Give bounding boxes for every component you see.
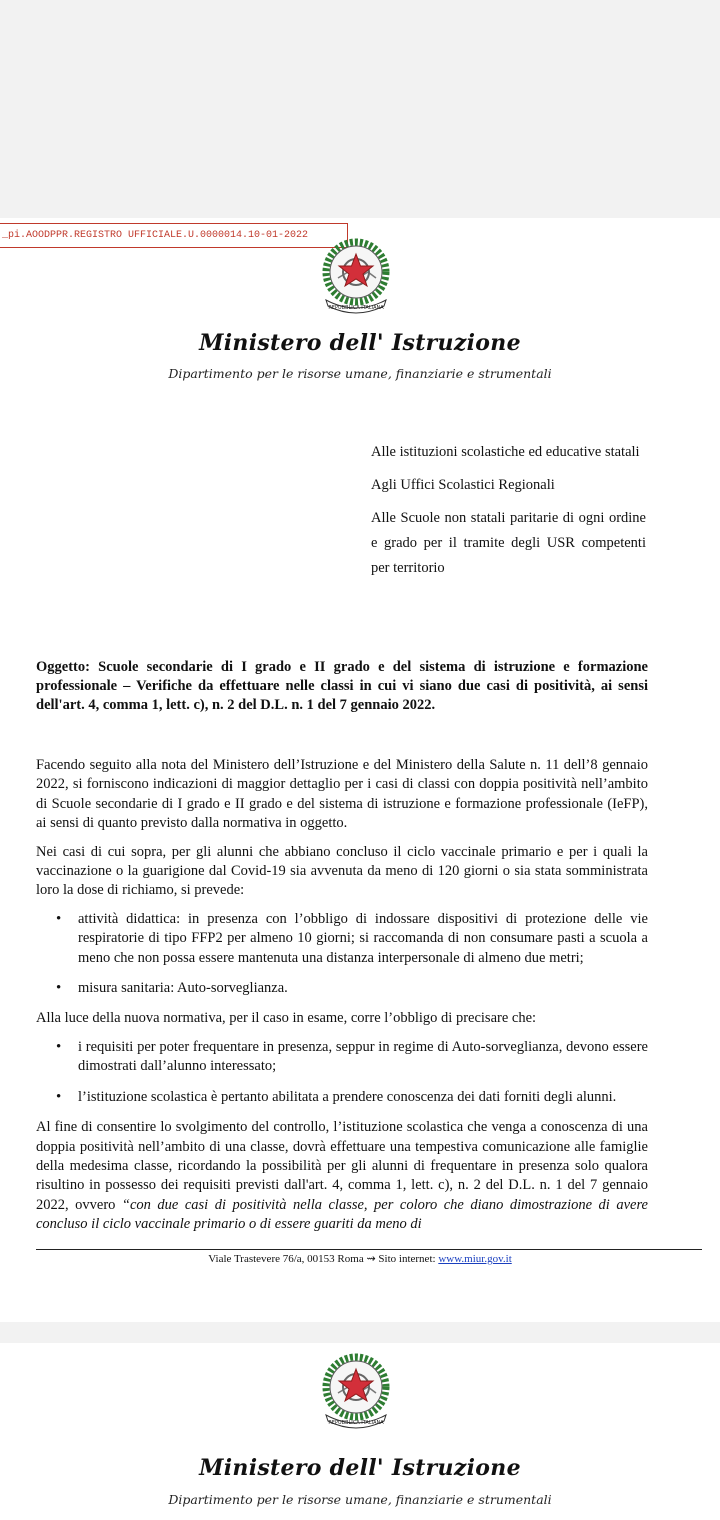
subject-heading: Oggetto: Scuole secondarie di I grado e II grado e del sistema di istruzione e formazione professionale – Verifiche da effettuare nelle classi in cui vi siano due casi di positività, ai sensi dell'art. 4, comma 1, lett. c), n. 2 del D.L. n. 1 del 7 gennaio 2022. — [36, 659, 648, 713]
footer-separator: ⇝ — [366, 1253, 376, 1265]
requirements-list — [36, 1038, 648, 1107]
document-page-1 — [0, 218, 720, 1322]
document-page-2 — [0, 1343, 720, 1520]
recipients-block — [371, 440, 646, 589]
paragraph-4-quote: “con due casi di positività nella classe, per coloro che diano dimostrazione di avere concluso il ciclo vaccinale primario o di essere guariti da meno di — [36, 1196, 648, 1233]
paragraph-4-text: Al fine di consentire lo svolgimento del controllo, l’istituzione scolastica che venga a conoscenza di una doppia positività nell’ambito di una classe, dovrà effettuare una tempestiva comunicazione alle famiglie della medesima classe, ricordando la possibilità per gli alunni di frequentare in presenza solo qualora risultino in possesso dei requisiti previsti dall'art. 4, comma 1, lett. c), n. 2 del D.L. n. 1 del 7 gennaio 2022, ovvero — [36, 1119, 648, 1213]
recipient-2: Agli Uffici Scolastici Regionali — [371, 477, 555, 493]
list-item: • i requisiti per poter frequentare in presenza, seppur in regime di Auto-sorveglianza, devono essere dimostrati dall’alunno interessato; — [78, 1038, 648, 1077]
list-item: • attività didattica: in presenza con l’obbligo di indossare dispositivi di protezione delle vie respiratorie di tipo FFP2 per almeno 10 giorni; si raccomanda di non consumare pasti a scuola a meno che non possa essere mantenuta una distanza interpersonale di almeno due metri; — [78, 910, 648, 968]
recipient-3: Alle Scuole non statali paritarie di ogni ordine e grado per il tramite degli USR competenti per territorio — [371, 510, 646, 576]
page-footer — [0, 1252, 720, 1265]
paragraph-1: Facendo seguito alla nota del Ministero dell’Istruzione e del Ministero della Salute n. 11 dell’8 gennaio 2022, si forniscono indicazioni di maggior dettaglio per i casi di classi con doppia positività nell’ambito di Scuole secondarie di I grado e II grado e del sistema di istruzione e formazione professionale (IeFP), ai sensi di quanto previsto dalla normativa in oggetto. — [36, 757, 648, 832]
letter-body — [36, 756, 648, 1244]
list-item: • l’istituzione scolastica è pertanto abilitata a prendere conoscenza dei dati forniti degli alunni. — [78, 1088, 648, 1107]
footer-site-link[interactable]: www.miur.gov.it — [438, 1253, 512, 1265]
department-subtitle: Dipartimento per le risorse umane, finanziarie e strumentali — [168, 366, 552, 381]
list-item: • misura sanitaria: Auto-sorveglianza. — [78, 979, 648, 998]
footer-divider — [36, 1249, 702, 1250]
ministry-title: Ministero dell' Istruzione — [199, 1455, 521, 1481]
italian-republic-emblem-icon — [318, 1349, 394, 1433]
ministry-title: Ministero dell' Istruzione — [199, 330, 521, 356]
emblem-text: REPUBBLICA ITALIANA — [328, 1420, 384, 1426]
italian-republic-emblem-icon — [318, 234, 394, 318]
paragraph-2: Nei casi di cui sopra, per gli alunni che abbiano concluso il ciclo vaccinale primario e per i quali la vaccinazione o la guarigione dal Covid-19 sia avvenuta da meno di 120 giorni o sia stata somministrata loro la dose di richiamo, si prevede: — [36, 843, 648, 899]
footer-site-label: Sito internet: — [378, 1253, 436, 1265]
department-subtitle: Dipartimento per le risorse umane, finanziarie e strumentali — [168, 1492, 552, 1507]
footer-address: Viale Trastevere 76/a, 00153 Roma — [208, 1253, 364, 1265]
measures-list — [36, 910, 648, 999]
emblem-text: REPUBBLICA ITALIANA — [328, 305, 384, 311]
recipient-1: Alle istituzioni scolastiche ed educative statali — [371, 444, 640, 460]
protocol-stamp: _pi.AOODPPR.REGISTRO UFFICIALE.U.0000014.10-01-2022 — [0, 223, 348, 248]
paragraph-4 — [36, 1118, 648, 1234]
paragraph-3: Alla luce della nuova normativa, per il caso in esame, corre l’obbligo di precisare che: — [36, 1010, 537, 1027]
